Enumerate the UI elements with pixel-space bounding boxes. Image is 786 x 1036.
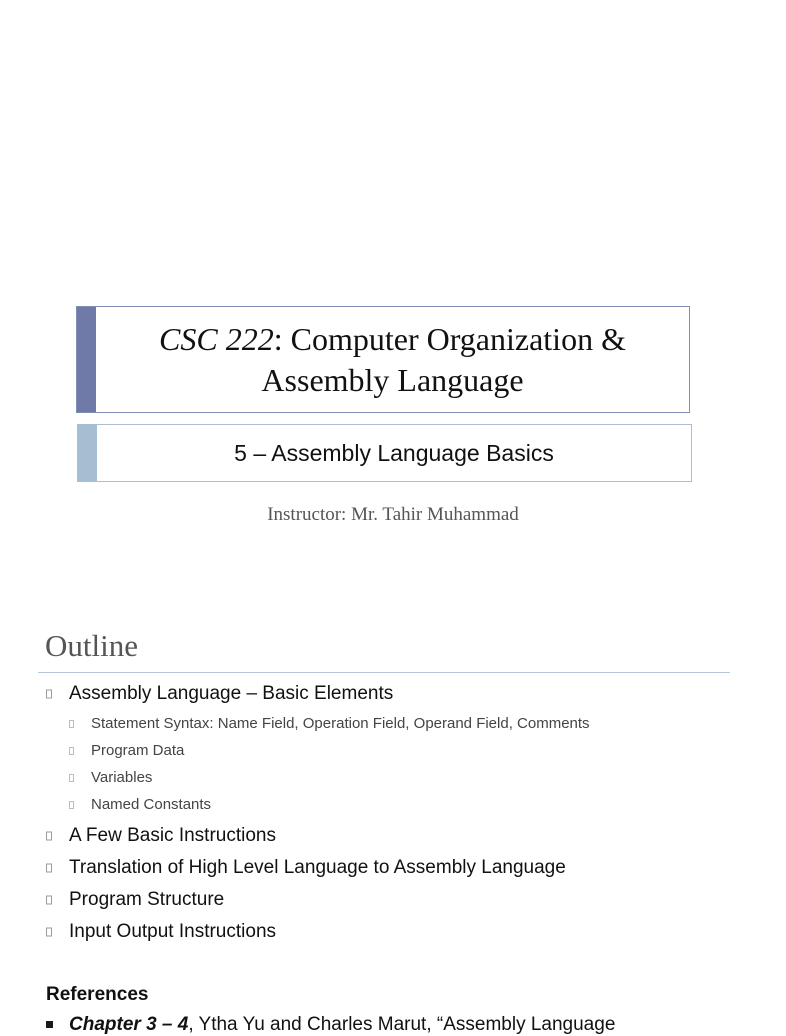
outline-subitem-text: Program Data <box>91 742 185 759</box>
outline-subitem <box>91 796 211 813</box>
slide-title <box>96 307 689 412</box>
outline-subitem <box>91 715 590 732</box>
outline-item-text: Program Structure <box>69 889 225 910</box>
reference-chapter: Chapter 3 – 4 <box>69 1014 189 1035</box>
outline-item <box>69 683 393 705</box>
outline-subitem-text: Variables <box>91 769 153 786</box>
bullet-marker-icon <box>46 928 52 937</box>
outline-subitem <box>91 742 184 759</box>
outline-subitem <box>91 769 152 786</box>
outline-item <box>69 825 276 847</box>
outline-heading: Outline <box>45 628 138 663</box>
bullet-marker-icon <box>46 864 52 873</box>
bullet-marker-icon <box>46 832 52 841</box>
square-bullet-icon <box>46 1021 53 1028</box>
title-accent-bar <box>77 307 96 412</box>
bullet-marker-icon <box>46 896 52 905</box>
reference-text: , Ytha Yu and Charles Marut, “Assembly Language <box>188 1014 616 1035</box>
outline-subitem-text: Named Constants <box>91 796 212 813</box>
title-line-2: Assembly Language <box>261 361 524 398</box>
references-heading: References <box>46 984 149 1005</box>
outline-item-text: A Few Basic Instructions <box>69 825 276 846</box>
subtitle-accent-bar <box>78 425 97 481</box>
bullet-marker-icon <box>46 690 52 699</box>
subtitle-box <box>77 424 692 482</box>
bullet-marker-icon <box>69 774 74 782</box>
outline-item <box>69 889 224 911</box>
outline-subitem-text: Statement Syntax: Name Field, Operation Field, Operand Field, Comments <box>91 715 590 732</box>
outline-item-text: Assembly Language – Basic Elements <box>69 683 394 704</box>
instructor-name: Instructor: Mr. Tahir Muhammad <box>267 504 519 525</box>
heading-divider <box>38 672 730 673</box>
bullet-marker-icon <box>69 747 74 755</box>
outline-item <box>69 921 276 943</box>
course-code: CSC 222 <box>159 320 274 357</box>
title-line-1 <box>159 319 626 360</box>
course-title-rest: : Computer Organization & <box>273 320 626 357</box>
bullet-marker-icon <box>69 801 74 809</box>
slide-subtitle: 5 – Assembly Language Basics <box>234 439 554 466</box>
reference-entry <box>69 1014 615 1036</box>
bullet-marker-icon <box>69 720 74 728</box>
outline-item-text: Translation of High Level Language to Assembly Language <box>69 857 566 878</box>
title-box <box>76 306 690 413</box>
outline-item-text: Input Output Instructions <box>69 921 277 942</box>
outline-item <box>69 857 566 879</box>
